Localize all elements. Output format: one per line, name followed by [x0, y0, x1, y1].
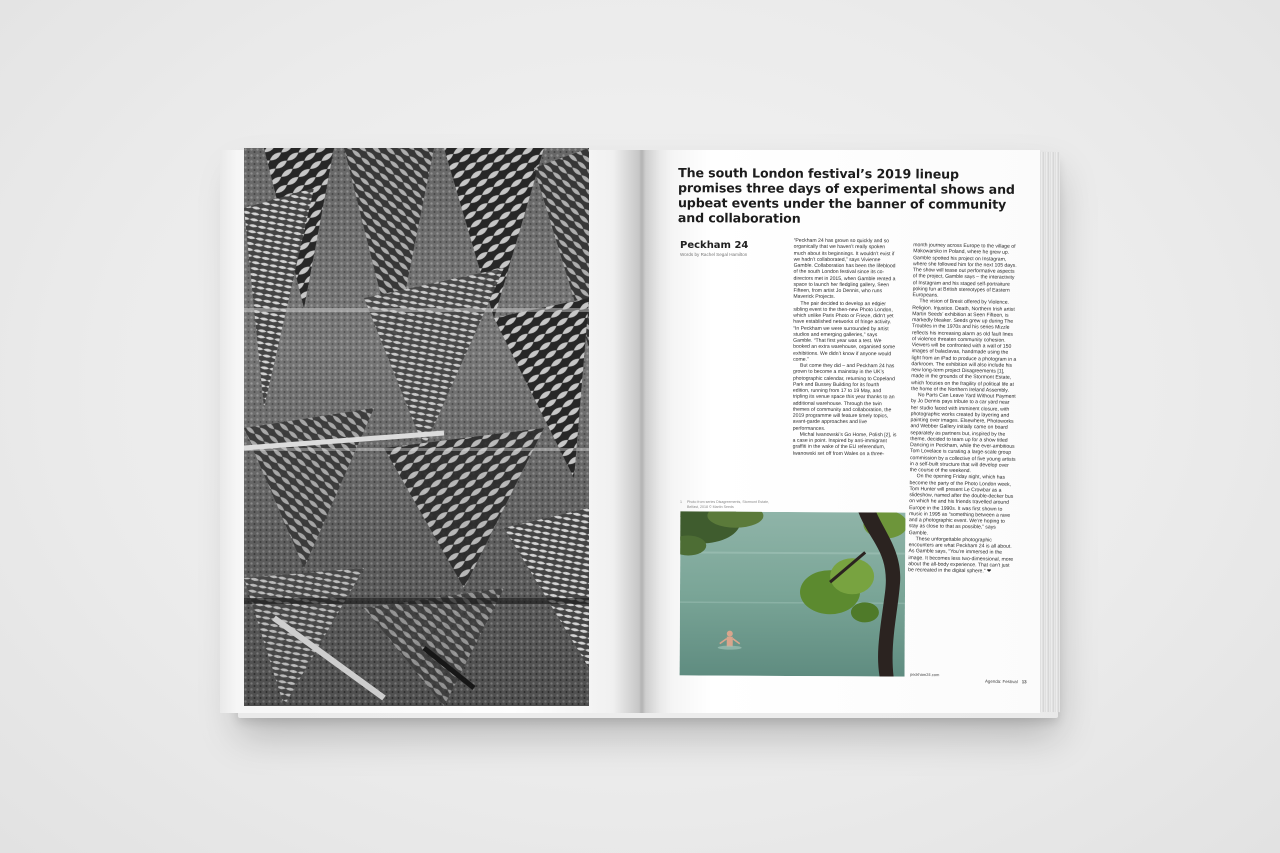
paragraph: The pair decided to develop an edgier sibling event to the then-new Photo London, which unlike Paris Photo or Frieze, didn’t yet have established networks of fringe activity. “In Peckham we were surrounded by artist studios and emerging galleries,” says Gamble. “That first year was a test. We booked an extra warehouse, organised some exhibitions. We didn’t know if anyone would come.”	[793, 300, 896, 363]
paragraph: “Peckham 24 has grown so quickly and so organically that we haven’t really spoken much about its beginnings. It wouldn’t exist if we hadn’t collaborated,” says Vivienne Gamble. Collaboration has been the lifeblood of the south London festival since its co-directors met in 2015, when Gamble rented a space to launch her fledgling gallery, Seen Fifteen, from artist Jo Dennis, who runs Maverick Projects.	[793, 237, 896, 301]
website-link: peckham24.com	[909, 671, 940, 678]
lake-photograph-art	[680, 511, 906, 676]
paragraph: Michal Iwanowski’s Go Home, Polish [2], is a case in point. Inspired by anti-immigrant graffiti in the wake of the EU referendum, Iwanowski set off from Wales on a three-	[792, 431, 897, 457]
section-label: Agenda: Festival	[984, 678, 1018, 685]
lake-photograph	[680, 511, 906, 676]
section-title: Peckham 24	[680, 240, 749, 251]
caption-number: 1	[680, 500, 682, 504]
body-column-2	[907, 242, 1020, 670]
paragraph: No Parts Can Leave Yard Without Payment by Jo Dennis pays tribute to a car yard near her studio faced with imminent closure, with photographic works created by layering and painting over images. Elsewhere, Photoworks and Webber Gallery initially came on board separately as partners but, inspired by the theme, decided to team up for a show titled Dancing in Peckham, while the ever-ambitious Tom Lovelace is curating a large-scale group commission by a collective of five young artists in a self-built structure that will develop over the course of the weekend.	[909, 392, 1016, 475]
fern-photograph	[244, 148, 589, 706]
caption	[680, 500, 770, 509]
caption-text: Photo from series Disagreements, Stormont Estate, Belfast, 2018 © Martin Seeds	[687, 500, 770, 509]
page-number: 13	[1021, 679, 1027, 685]
paragraph: But come they did – and Peckham 24 has grown to become a mainstay in the UK’s photographic calendar, returning to Copeland Park and Bussey Building for its fourth edition, running from 17 to 19 May, and tripling its venue space this year thanks to an additional warehouse. Through the twin themes of community and collaboration, the 2019 programme will feature timely topics, avant-garde approaches and live performances.	[792, 362, 895, 432]
paragraph: These unforgettable photographic encounters are what Peckham 24 is all about. As Gamble says, “You’re immersed in the image. It becomes less two-dimensional, more about the all-body experience. That can’t just be recreated in the digital sphere.” ❤	[908, 536, 1014, 575]
page-edges	[1040, 152, 1060, 712]
fern-photograph-art	[244, 148, 589, 706]
page-folio	[985, 679, 1027, 685]
paragraph: On the opening Friday night, which has become the party of the Photo London week, Tom Hunter will present Le Crowbar as a slideshow, named after the double-decker bus on which he and his friends travelled around Europe in the 1990s. It was first shown to music in 1995 as “something between a rave and a photographic event. We’re hoping to stay as close to that as possible,” says Gamble.	[908, 473, 1014, 536]
byline: Words by Rachel Segal Hamilton	[680, 252, 748, 257]
body-column-1	[792, 238, 897, 515]
paragraph: month journey across Europe to the village of Makowarsko in Poland, where he grew up. Gamble spotted his project on Instagram, where she followed him for the next 105 days. The show will tease out performative aspects of the project, Gamble says – the interactivity of Instagram and his staged self-portraiture poking fun at British stereotypes of Eastern Europeans.	[912, 242, 1017, 299]
paragraph: The vision of Brexit offered by Violence. Religion. Injustice. Death, Northern Irish artist Martin Seeds’ exhibition at Seen Fifteen, is markedly bleaker. Seeds grew up during The Troubles in the 1970s and his series Mizzle reflects his increasing alarm as old fault lines of violence threaten community cohesion. Viewers will be confronted with a wall of 150 images of balaclavas, handmade using the light from an iPad to produce a photogram in a darkroom. The exhibition will also include his new long-term project Disagreements [1], made in the grounds of the Stormont Estate, which focuses on the fragility of political life at the home of the Northern Ireland Assembly.	[911, 298, 1017, 394]
article-headline: The south London festival’s 2019 lineup promises three days of experimental shows and upbeat events under the banner of community and collaboration	[677, 165, 1015, 226]
